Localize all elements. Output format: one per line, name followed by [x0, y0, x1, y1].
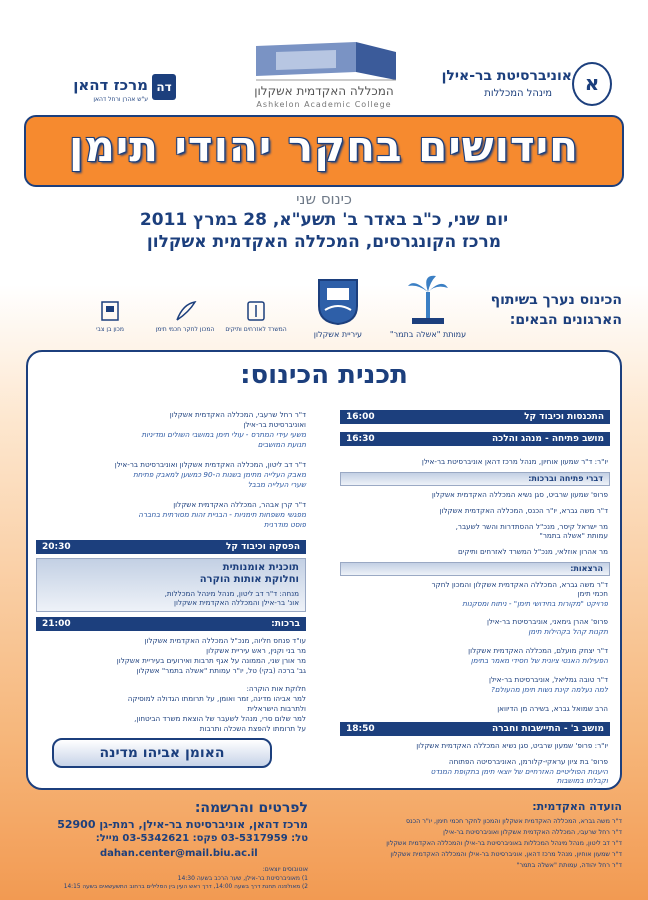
award-recipient: למר שלום סרי, מנהל לשעבר של הוצאת משרד הביטחון, — [134, 714, 306, 723]
bar-ilan-emblem-icon: א — [572, 62, 612, 106]
lecture-title: פוסט מודרנית — [263, 520, 306, 529]
greeting-speaker: פרופ' שמעון שרביט, סגן נשיא המכללה האקדמית אשקלון — [431, 490, 608, 499]
lecture-title: תקנות קהל בקהילות תימן — [528, 627, 608, 636]
lecture-title: למה נעלמה קינת נשות תימן מהעולם? — [491, 685, 608, 694]
lectures-label: הרצאות: — [570, 564, 603, 573]
lecture-speaker: ד"ר יצחק מועלם, המכללה האקדמית אשקלון — [468, 646, 608, 655]
conference-subtitle: כינוס שני — [296, 190, 352, 208]
lecture-speaker: חכמי תימן — [577, 589, 608, 598]
committee-member: ד"ר דב ליטון, מנהל מינהל המכללות באוניברסיטת בר-אילן והמכללה האקדמית אשקלון — [386, 839, 622, 847]
session-bar-2030 — [36, 540, 306, 554]
partner-caption-seniors: המשרד לאזרחים ותיקים — [225, 326, 287, 333]
dahan-center-logo — [36, 74, 176, 110]
art-program-host: מנחה: ד"ר דב ליטון, מנהל מינהל המכללות, — [164, 589, 299, 598]
art-program-box — [36, 558, 306, 612]
dahan-sub: ע"ש אהרן ורחל דהאן — [93, 96, 148, 103]
lecture-speaker: ד"ר משה גברא, המכללה האקדמית אשקלון והמכון לחקר — [431, 580, 608, 589]
greeting-speaker: ד"ר משה גברא, יו"ר הכנס, המכללה האקדמית אשקלון — [439, 506, 608, 515]
committee-member: ד"ר משה גברא, המכללה האקדמית אשקלון והמכון לחקר חכמי תימן, יו"ר הכנס — [406, 817, 622, 825]
transport-label: אוטובוסים יוצאים: — [262, 866, 308, 873]
greetings-header — [340, 472, 610, 486]
college-building-icon — [236, 42, 412, 82]
committee-label: הועדה האקדמית: — [532, 800, 622, 813]
lecture-speaker: ד"ר טובה גמליאל, אוניברסיטת בר-אילן — [489, 675, 608, 684]
session-bar-2100 — [36, 617, 306, 631]
conference-date: יום שני, כ"ב באדר ב' תשע"א, 28 במרץ 2011 — [139, 210, 509, 230]
city-crest-icon — [317, 278, 359, 326]
college-name-he: המכללה האקדמית אשקלון — [254, 84, 394, 98]
lecture-title: מאבק העלייה מתימן בשנות ה-90 כמשען למאבק פתיחת — [133, 470, 306, 479]
award-recipient: על תרומתו להפצת השכלה ותרבות — [199, 724, 306, 733]
committee-member: ד"ר רחל שרעבי, המכללה האקדמית אשקלון ואוניברסיטת בר-אילן — [443, 828, 622, 836]
ben-zvi-icon — [98, 300, 122, 322]
session-label: התכנסות וכיבוד קל — [524, 412, 604, 422]
lecture-title: משעי עידי המתרס - עולי תימן במושבי השולים ומדיניות — [141, 430, 306, 439]
closing-performer-box: האומן אביהו מדינה — [52, 738, 272, 768]
lecture-title: היענות הפוליטיים האזרחיים של יוצאי תימן בתקופת המנדט — [430, 767, 608, 776]
session-chair: יו"ר: ד"ר שמעון אוחיון, מנהל מרכז דהאן אוניברסיטת בר-אילן — [421, 457, 608, 466]
partner-caption-ashkelon: עיריית אשקלון — [313, 330, 362, 339]
award-recipient: ולתרבות הישראלית — [247, 704, 306, 713]
session-time: 18:50 — [346, 724, 375, 734]
art-program-title: תוכנית אומנותית — [222, 562, 299, 573]
quill-icon — [173, 300, 197, 322]
session-time: 21:00 — [42, 619, 71, 629]
lecture-title: תנועת המושבים — [257, 440, 306, 449]
session-label: מושב ב' - התיישבות וחברה — [492, 724, 604, 734]
lecture-speaker: פרופ' בת ציון עראקי-קלורמן, האוניברסיטה הפתוחה — [448, 757, 608, 766]
state-emblem-icon — [245, 300, 267, 322]
session-time: 20:30 — [42, 542, 71, 552]
art-program-title: וחלוקת אותות הוקרה — [199, 574, 299, 585]
bar-ilan-name: אוניברסיטת בר-אילן — [441, 68, 572, 84]
contact-address: מרכז דהאן, אוניברסיטת בר-אילן, רמת-גן 52900 — [57, 818, 308, 831]
bus-info: 2) מאולפנה תחנת דרך בשעה 14:00, דרך ראש העין בין הסלילים ברחוב התשעשאים בשעה 14:15 — [63, 884, 308, 890]
session-time: 16:30 — [346, 434, 375, 444]
greetings-label: דברי פתיחה וברכות: — [528, 474, 603, 483]
partner-logo-ben-zvi — [88, 300, 132, 333]
greeting-speaker: מר אורן שני, הממונה על אגף תרבות ואירועים בעיריית אשקלון — [116, 656, 306, 665]
partners-heading-2: הארגונים הבאים: — [509, 312, 622, 328]
awards-label: חלוקת אות הוקרה: — [246, 684, 306, 693]
greeting-speaker: מר ישראל קיסר, מנכ"ל ההסתדרות והשר לשעבר, — [455, 522, 608, 531]
session-bar-1630 — [340, 432, 610, 446]
art-program-host: אונ' בר-אילן והמכללה האקדמית אשקלון — [174, 598, 299, 607]
session-chair: יו"ר: פרופ' שמעון שרביט, סגן נשיא המכללה האקדמית אשקלון — [416, 741, 608, 750]
partners-heading-1: הכינוס נערך בשיתוף — [490, 292, 622, 308]
lecture-speaker: ואוניברסיטת בר-אילן — [243, 420, 306, 429]
bus-info: 1) מאוניברסיטת בר-אילן, שער הרכב בשעה 14:30 — [177, 875, 308, 882]
session-label: ברכות: — [271, 619, 300, 629]
partner-logo-ashkelon — [314, 278, 362, 339]
ashkelon-college-logo — [236, 40, 412, 112]
lectures-header — [340, 562, 610, 576]
session-bar-1600 — [340, 410, 610, 424]
contact-phone: טל: 03-5317959 פקס: 03-5342621 מייל: — [95, 833, 308, 844]
lecture-speaker: ד"ר רחל שרעבי, המכללה האקדמית אשקלון — [169, 410, 306, 419]
session-label: מושב פתיחה - מנהג והלכה — [491, 434, 604, 444]
partner-caption-sages: המכון לחקר חכמי תימן — [155, 326, 215, 333]
lecture-speaker: ד"ר דב ליטון, המכללה האקדמית אשקלון ואוניברסיטת בר-אילן — [114, 460, 306, 469]
conference-venue: מרכז הקונגרסים, המכללה האקדמית אשקלון — [146, 232, 502, 252]
lecture-title: הפעילות האנטי ציונית של חסידי מאמר בתימן — [470, 656, 608, 665]
conference-title: חידושים בחקר יהודי תימן — [69, 122, 579, 171]
greeting-speaker: מר אהרון אוזלאי, מנכ"ל המשרד לאזרחים ותיקים — [457, 547, 608, 556]
lecture-speaker: פרופ' אהרן גימאני, אוניברסיטת בר-אילן — [486, 617, 608, 626]
committee-member: ד"ר רחל יהודה, עמותת "אשלה בתמר" — [516, 861, 622, 869]
greeting-speaker: עמותת "אשלה בתמר" — [539, 531, 608, 540]
lecture-title: שערי העלייה מבבל — [247, 480, 306, 489]
lecture-speaker: הרב שמואל גברא, בשירה מן הדיוואן — [497, 704, 608, 713]
session-label: הפסקה וכיבוד קל — [225, 542, 300, 552]
dahan-name: מרכז דהאן — [73, 76, 148, 94]
lecture-title: מפגשי משפחות תימניות - הבניית זהות מסורתית בחברה — [138, 510, 306, 519]
session-bar-1850 — [340, 722, 610, 736]
partner-logo-sages — [150, 300, 220, 333]
greeting-speaker: עו"ד פנחס חליוה, מנכ"ל המכללה האקדמית אשקלון — [144, 636, 306, 645]
committee-member: ד"ר שמעון אוחיון, מנהל מרכז דהאן, אוניברסיטת בר-אילן והמכללה האקדמית אשקלון — [390, 850, 622, 858]
bar-ilan-logo — [441, 62, 612, 108]
dahan-emblem-icon: דה — [152, 74, 176, 100]
award-recipient: למר אביהו מדינה, זמר ואומן, על תרומתו הגדולה למוסיקה — [127, 694, 306, 703]
partner-logo-ashla — [388, 272, 468, 339]
partner-logo-seniors — [224, 300, 288, 333]
partner-caption-ashla: עמותת "אשלה בתמר" — [389, 330, 467, 339]
contact-email-link[interactable]: dahan.center@mail.biu.ac.il — [100, 848, 258, 859]
lecture-title: פרויקט "מקורות בחידושי תימן" - ניתוח ומסקנות — [462, 599, 608, 608]
session-time: 16:00 — [346, 412, 375, 422]
contact-label: לפרטים והרשמה: — [194, 800, 308, 816]
greeting-speaker: מר בני וקנין, ראש עיריית אשקלון — [206, 646, 306, 655]
lecture-speaker: ד"ר קרן אבהר, המכללה האקדמית אשקלון — [173, 500, 306, 509]
lecture-title: וקבלתו במושבות — [556, 776, 608, 785]
college-name-en: Ashkelon Academic College — [256, 100, 392, 109]
program-title: תכנית הכינוס: — [240, 360, 408, 390]
palm-tree-icon — [406, 272, 450, 326]
partner-caption-ben-zvi: מכון בן צבי — [96, 326, 124, 333]
bar-ilan-unit: מינהל המכללות — [484, 88, 552, 99]
greeting-speaker: גב' ברכה (בקי) טל, יו"ר עמותת "אשלה בתמר" אשקלון — [136, 666, 306, 675]
